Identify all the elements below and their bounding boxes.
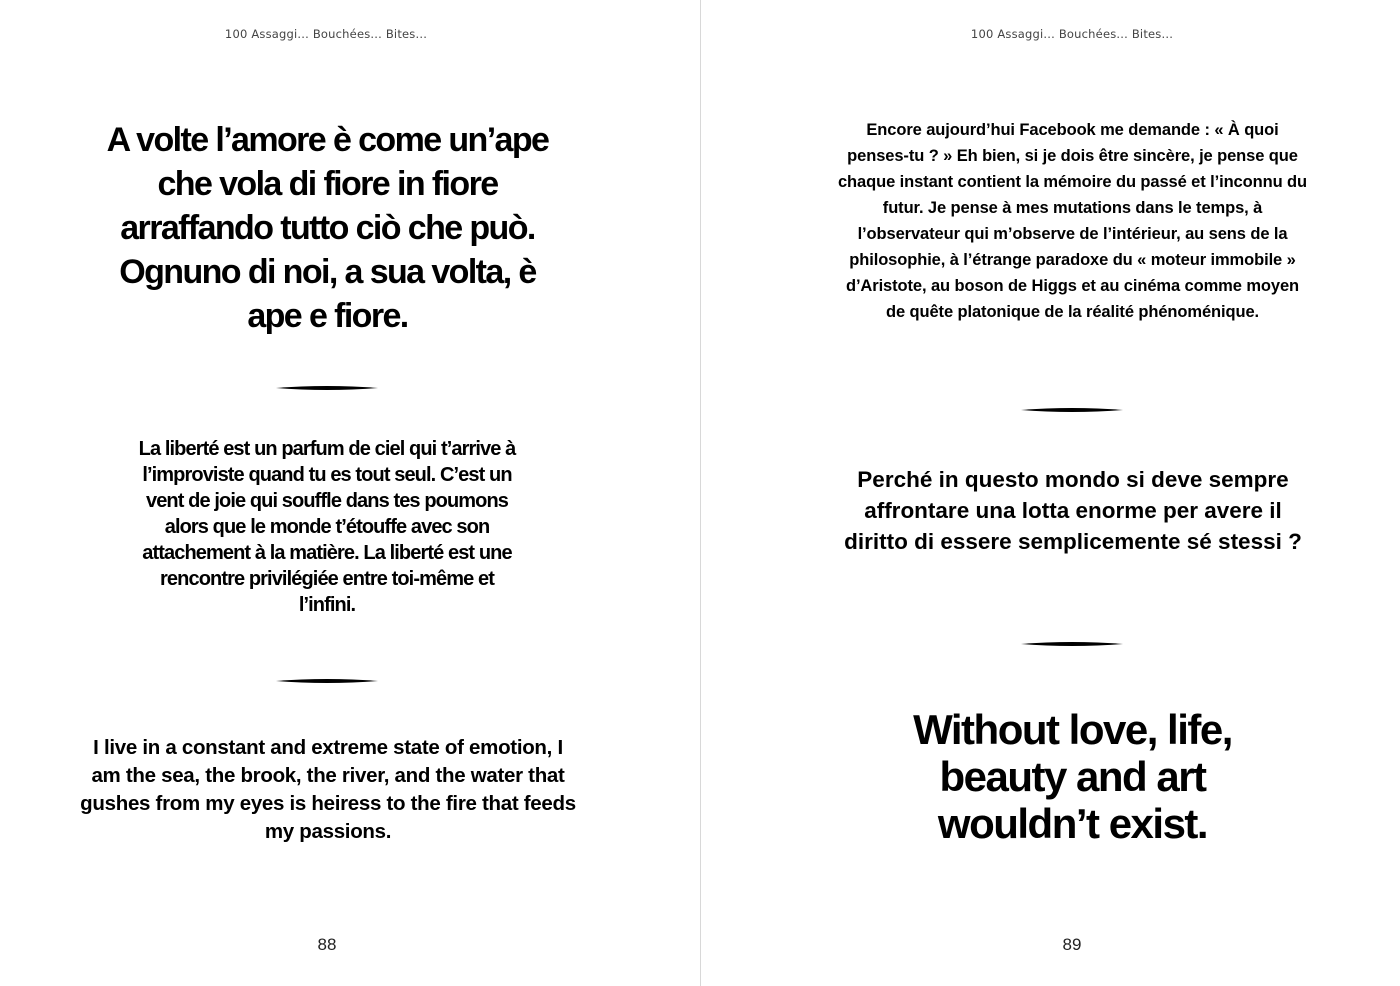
- quote-italian: Perché in questo mondo si deve sempre affrontare una lotta enorme per avere il diritto di essere semplicemente sé stessi ?: [844, 467, 1302, 554]
- running-head: 100 Assaggi... Bouchées... Bites...: [224, 27, 428, 41]
- quote-french: Encore aujourd’hui Facebook me demande : « À quoi penses-tu ? » Eh bien, si je dois être sincère, je pense que chaque instant contient la mémoire du passé et l’inconnu du futur. Je pense à mes mutations dans le temps, à l’observateur qui m’observe de l’intérieur, au sens de la philosophie, à l’étrange paradoxe du « moteur immobile » d’Aristote, au boson de Higgs et au cinéma comme moyen de quête platonique de la réalité phénoménique.: [837, 121, 1307, 321]
- right-page: [700, 0, 1400, 986]
- quote-english: I live in a constant and extreme state of emotion, I am the sea, the brook, the river, and the water that gushes from my eyes is heiress to the fire that feeds my passions.: [80, 736, 576, 843]
- ornamental-divider: [1021, 641, 1123, 647]
- quote-italian: A volte l’amore è come un’ape che vola di fiore in fiore arraffando tutto ciò che può. Ognuno di noi, a sua volta, è ape e fiore.: [106, 121, 549, 335]
- ornamental-divider: [276, 385, 378, 391]
- quote-english: Without love, life, beauty and art wouldn’t exist.: [913, 706, 1232, 847]
- ornamental-divider: [1021, 407, 1123, 413]
- running-head: 100 Assaggi... Bouchées... Bites...: [970, 27, 1174, 41]
- page-number: 88: [317, 935, 337, 954]
- quote-french: La liberté est un parfum de ciel qui t’arrive à l’improviste quand tu es tout seul. C’est un vent de joie qui souffle dans tes poumons alors que le monde t’étouffe avec son attachement à la matière. La liberté est une rencontre privilégiée entre toi-même et l’infini.: [138, 438, 516, 616]
- page-number: 89: [1062, 935, 1082, 954]
- ornamental-divider: [276, 678, 378, 684]
